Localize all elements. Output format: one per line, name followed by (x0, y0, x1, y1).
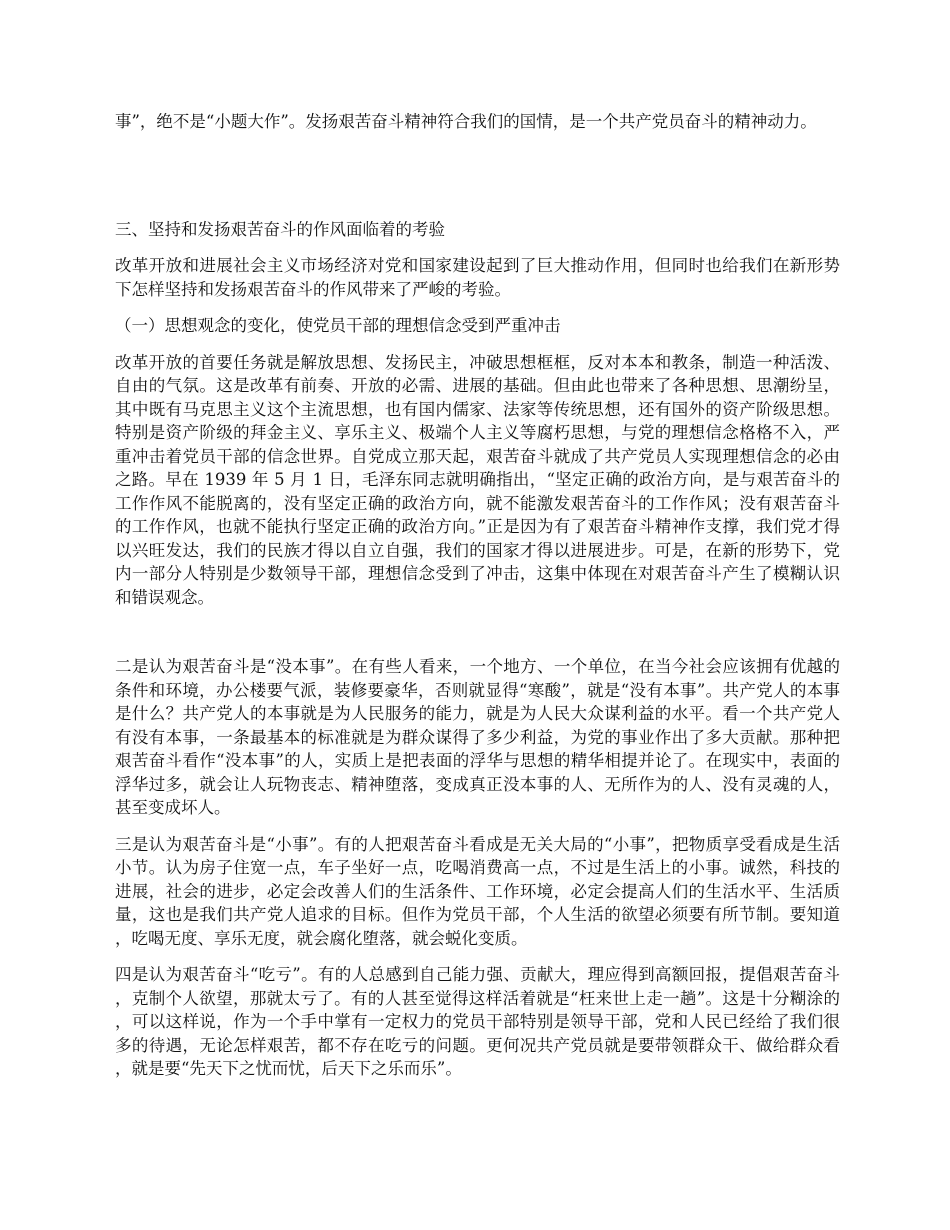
paragraph-intro-tail: 事”，绝不是“小题大作”。发扬艰苦奋斗精神符合我们的国情，是一个共产党员奋斗的精神动力。 (115, 112, 817, 131)
spacer (115, 950, 840, 963)
spacer (115, 241, 840, 254)
spacer (115, 609, 840, 655)
section-heading-3: 三、坚持和发扬艰苦奋斗的作风面临着的考验 (115, 219, 445, 239)
spacer (115, 820, 840, 833)
paragraph-point3: 三是认为艰苦奋斗是“小事”。有的人把艰苦奋斗看成是无关大局的“小事”，把物质享受看成是生活小节。认为房子住宽一点，车子坐好一点，吃喝消费高一点，不过是生活上的小事。诚然，科技的进展，社会的进步，必定会改善人们的生活条件、工作环境，必定会提高人们的生活水平、生活质量，这也是我们共产党人追求的目标。但作为党员干部，个人生活的欲望必须要有所节制。要知道，吃喝无度、享乐无度，就会腐化堕落，就会蜕化变质。 (115, 834, 840, 948)
paragraph-point4: 四是认为艰苦奋斗“吃亏”。有的人总感到自己能力强、贡献大，理应得到高额回报，提倡艰苦奋斗，克制个人欲望，那就太亏了。有的人甚至觉得这样活着就是“枉来世上走一趟”。这是十分糊涂的，可以这样说，作为一个手中掌有一定权力的党员干部特别是领导干部，党和人民已经给了我们很多的待遇，无论怎样艰苦，都不存在吃亏的问题。更何况共产党员就是要带领群众干、做给群众看，就是要“先天下之忧而忧，后天下之乐而乐”。 (115, 965, 840, 1078)
paragraph-point2: 二是认为艰苦奋斗是“没本事”。在有些人看来，一个地方、一个单位，在当今社会应该拥有优越的条件和环境，办公楼要气派，装修要豪华，否则就显得“寒酸”，就是“没有本事”。共产党人的本事是什么？共产党人的本事就是为人民服务的能力，就是为人民大众谋利益的水平。看一个共产党人有没有本事，一条最基本的标准就是为群众谋得了多少利益，为党的事业作出了多大贡献。那种把艰苦奋斗看作“没本事”的人，实质上是把表面的浮华与思想的精华相提并论了。在现实中，表面的浮华过多，就会让人玩物丧志、精神堕落，变成真正没本事的人、无所作为的人、没有灵魂的人，甚至变成坏人。 (115, 657, 840, 817)
paragraph-sub1: 改革开放的首要任务就是解放思想、发扬民主，冲破思想框框，反对本本和教条，制造一种活泼、自由的气氛。这是改革有前奏、开放的必需、进展的基础。但由此也带来了各种思想、思潮纷呈，其中既有马克思主义这个主流思想，也有国内儒家、法家等传统思想，还有国外的资产阶级思想。特别是资产阶级的拜金主义、享乐主义、极端个人主义等腐朽思想，与党的理想信念格格不入，严重冲击着党员干部的信念世界。自党成立那天起，艰苦奋斗就成了共产党员人实现理想信念的必由之路。早在 1939 年 5 月 1 日，毛泽东同志就明确指出，“坚定正确的政治方向，是与艰苦奋斗的工作作风不能脱离的，没有坚定正确的政治方向，就不能激发艰苦奋斗的工作作风；没有艰苦奋斗的工作作风，也就不能执行坚定正确的政治方向。”正是因为有了艰苦奋斗精神作支撑，我们党才得以兴旺发达，我们的民族才得以自立自强，我们的国家才得以进展进步。可是，在新的形势下，党内一部分人特别是少数领导干部，理想信念受到了冲击，这集中体现在对艰苦奋斗产生了模糊认识和错误观念。 (115, 352, 840, 607)
spacer (115, 338, 840, 351)
spacer (115, 301, 840, 314)
paragraph-section3-intro: 改革开放和进展社会主义市场经济对党和国家建设起到了巨大推动作用，但同时也给我们在新形势下怎样坚持和发扬艰苦奋斗的作风带来了严峻的考验。 (115, 256, 840, 299)
spacer (115, 134, 840, 218)
document-page (115, 110, 840, 1081)
subheading-1: （一）思想观念的变化，使党员干部的理想信念受到严重冲击 (115, 316, 561, 335)
